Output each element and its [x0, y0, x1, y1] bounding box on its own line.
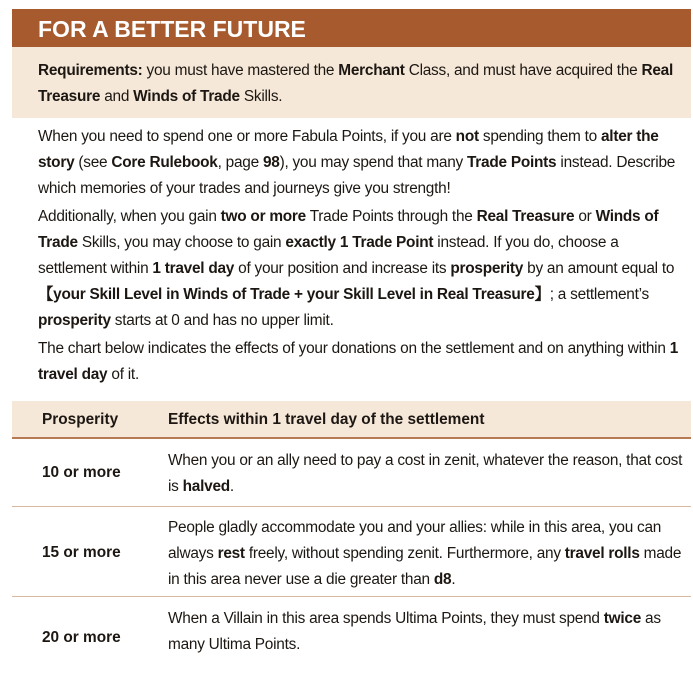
section-title: FOR A BETTER FUTURE: [12, 9, 691, 47]
text: , page: [217, 154, 263, 171]
column-header-prosperity: Prosperity: [42, 411, 119, 428]
bold-text: travel rolls: [564, 545, 640, 562]
text: as many Ultima Points.: [168, 610, 661, 653]
paragraph-chart-intro: [38, 336, 688, 388]
paragraph-fabula: [38, 124, 688, 202]
bold-text: exactly 1 Trade Point: [285, 234, 434, 251]
bold-text: prosperity: [450, 260, 524, 277]
bold-text: Real Treasure: [476, 208, 575, 225]
bold-text: Core Rulebook: [111, 154, 218, 171]
text: When you or an ally need to pay a cost in zenit, whatever the reason, that cost is: [168, 452, 683, 495]
row-effect: [168, 606, 688, 658]
text: of it.: [107, 366, 139, 383]
text: spending them to: [478, 128, 601, 145]
bold-text: 98: [262, 154, 280, 171]
bold-text: alter the story: [38, 128, 659, 171]
text: .: [229, 478, 234, 495]
winds-of-trade-skill: Winds of Trade: [133, 88, 240, 105]
paragraph-additionally: [38, 204, 688, 334]
bold-text: twice: [603, 610, 642, 627]
text: Trade Points through the: [305, 208, 477, 225]
text: (see: [74, 154, 112, 171]
bold-text: 1 travel day: [152, 260, 235, 277]
prosperity-level: 15 or more: [42, 544, 121, 561]
bold-text: Winds of Trade: [38, 208, 659, 251]
table-row: [12, 507, 691, 597]
requirements-text: you must have mastered the: [142, 62, 339, 79]
text: When a Villain in this area spends Ultima Points, they must spend: [168, 610, 604, 627]
bold-text: Trade Points: [467, 154, 557, 171]
real-treasure-skill: Real Treasure: [38, 62, 673, 105]
table-row: [12, 597, 691, 675]
text: freely, without spending zenit. Furthermore, any: [244, 545, 565, 562]
text: When you need to spend one or more Fabula Points, if you are: [38, 128, 456, 145]
row-effect: [168, 515, 688, 593]
prosperity-level: 20 or more: [42, 629, 121, 646]
requirements-text: Class, and must have acquired the: [404, 62, 642, 79]
text: .: [451, 571, 456, 588]
text: or: [574, 208, 596, 225]
text: ; a settlement’s: [549, 286, 649, 303]
merchant-class: Merchant: [338, 62, 405, 79]
table-header: [12, 401, 691, 439]
bold-text: halved: [182, 478, 230, 495]
requirements-label: Requirements:: [38, 62, 143, 79]
bold-text: two or more: [220, 208, 306, 225]
text: Skills, you may choose to gain: [77, 234, 286, 251]
table-row: [12, 439, 691, 507]
column-header-effects: Effects within 1 travel day of the settlement: [168, 411, 485, 428]
requirements-text: Skills.: [239, 88, 283, 105]
text: instead. Describe which memories of your trades and journeys give you strength!: [38, 154, 676, 197]
text: People gladly accommodate you and your allies: while in this area, you can always: [168, 519, 662, 562]
text: instead. If you do, choose a settlement within: [38, 234, 619, 277]
text: starts at 0 and has no upper limit.: [110, 312, 334, 329]
text: Additionally, when you gain: [38, 208, 221, 225]
body-paragraphs: [38, 124, 688, 388]
prosperity-level: 10 or more: [42, 464, 121, 481]
row-effect: [168, 448, 688, 500]
formula-text: 【your Skill Level in Winds of Trade + your Skill Level in Real Treasure】: [38, 286, 550, 303]
text: of your position and increase its: [234, 260, 451, 277]
text: by an amount equal to: [523, 260, 675, 277]
requirements-box: [12, 47, 691, 118]
text: The chart below indicates the effects of your donations on the settlement and on anything within: [38, 340, 670, 357]
text: ), you may spend that many: [279, 154, 467, 171]
requirements-text: and: [100, 88, 134, 105]
bold-text: 1 travel day: [38, 340, 678, 383]
bold-text: rest: [217, 545, 245, 562]
text: made in this area never use a die greater than: [168, 545, 682, 588]
bold-text: d8: [433, 571, 452, 588]
bold-text: prosperity: [38, 312, 111, 329]
bold-text: not: [455, 128, 479, 145]
